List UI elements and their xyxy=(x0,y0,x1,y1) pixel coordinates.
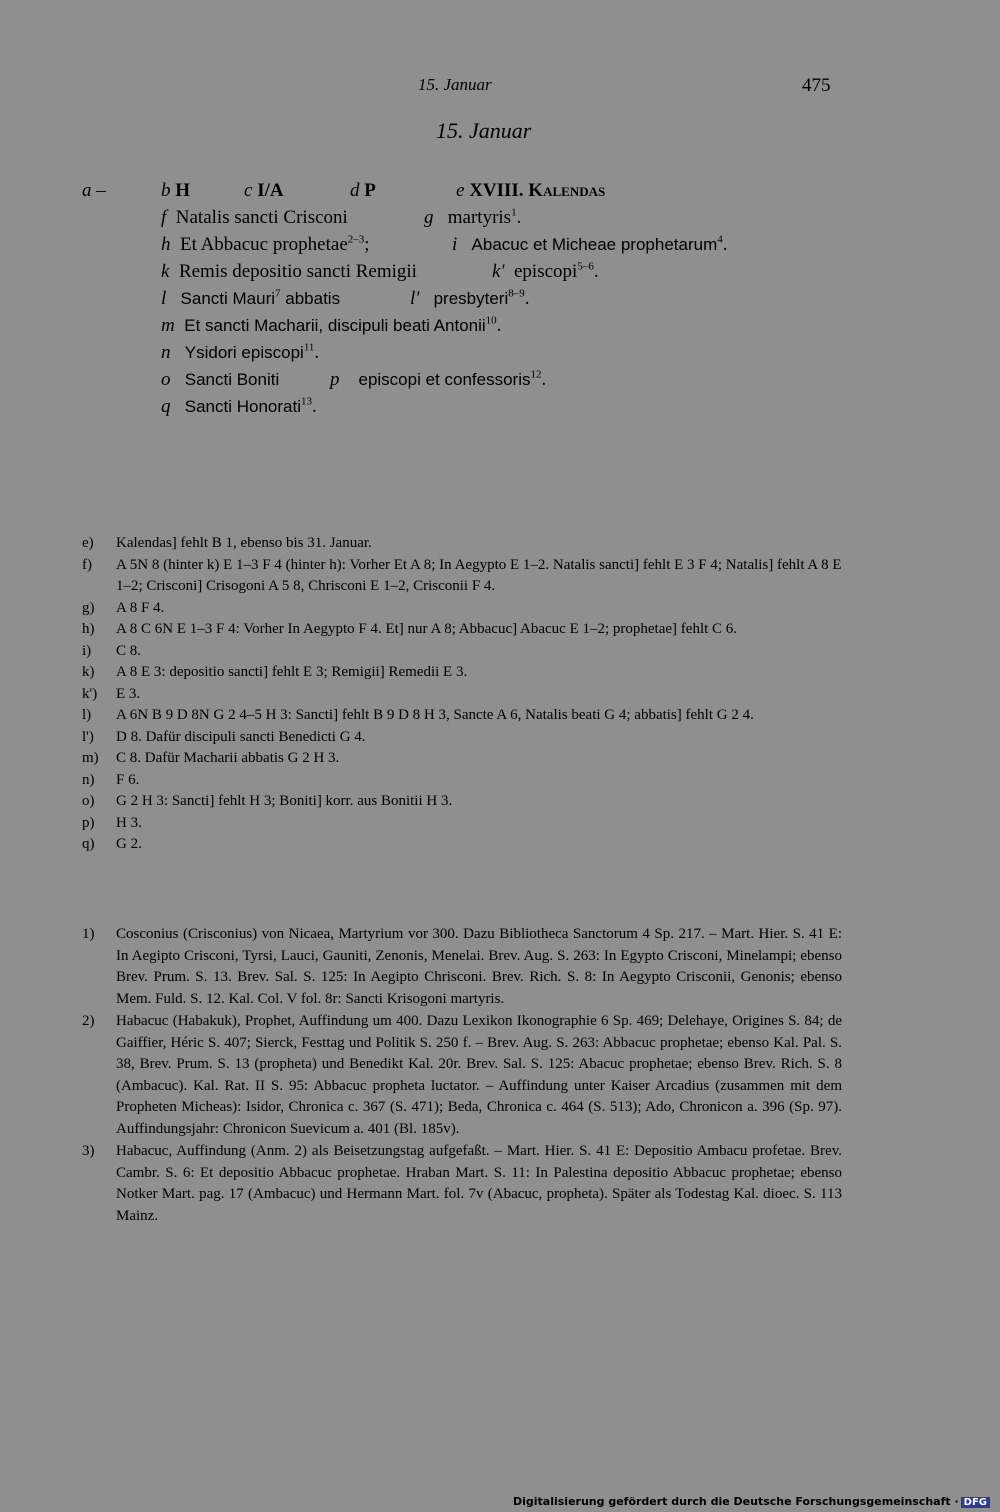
apparatus-row: g) A 8 F 4. xyxy=(82,599,165,616)
apparatus-row: p) H 3. xyxy=(82,814,142,831)
entry-l: l Sancti Mauri$^7$ abbatis xyxy=(161,287,341,309)
calendar-c: c I/A xyxy=(244,180,284,201)
calendar-a: a – xyxy=(82,180,106,201)
entry-l-prime: l' presbyteri$^{8-9}$. xyxy=(410,287,530,309)
footnotes xyxy=(82,924,842,1228)
entry-i: i Abacuc et Micheae prophetarum$^4$. xyxy=(452,233,728,255)
entry-p: p episcopi et confessoris$^{12}$. xyxy=(330,368,547,390)
calendar-e: e XVIII. Kalendas xyxy=(456,180,606,201)
apparatus-row: h) A 8 C 6N E 1–3 F 4: Vorher In Aegypto F 4. Et] nur A 8; Abbacuc] Abacuc E 1–2; prophetae] fehlt C 6. xyxy=(82,621,738,637)
dfg-footer xyxy=(513,1495,990,1508)
apparatus-row: e) Kalendas] fehlt B 1, ebenso bis 31. Januar. xyxy=(82,535,372,551)
entry-f: f Natalis sancti Crisconi xyxy=(161,207,348,228)
entry-m: m Et sancti Macharii, discipuli beati Antonii$^{10}$. xyxy=(161,314,502,336)
critical-apparatus xyxy=(82,533,842,856)
running-head-title: 15. Januar xyxy=(418,75,492,94)
entry-n: n Ysidori episcopi$^{11}$. xyxy=(161,341,320,363)
apparatus-row: q) G 2. xyxy=(82,836,142,852)
footnote-row: 1) Cosconius (Crisconius) von Nicaea, Martyrium vor 300. Dazu Bibliotheca Sanctorum 4 Sp. 217. – Mart. Hier. S. 41 E: In Aegipto Crisconi, Tyrsi, Lauci, Gauniti, Zenonis, Menelai. Brev. Aug. S. 263: In Egypto Crisconi, Minelampi; ebenso Brev. Prum. S. 13. Brev. Sal. S. 125: In Aegipto Chrisconi. Brev. Rich. S. 8: In Aegypto Crisconii, Genonis; ebenso Mem. Fuld. S. 12. Kal. Col. V fol. 8r: Sancti Krisogoni martyris. xyxy=(82,926,842,1007)
apparatus-row: i) C 8. xyxy=(82,642,142,659)
entry-q: q Sancti Honorati$^{13}$. xyxy=(161,395,317,417)
apparatus-row: k') E 3. xyxy=(82,685,141,702)
calendar-b: b H xyxy=(161,180,191,201)
page-heading: 15. Januar xyxy=(436,118,532,143)
footer-text: Digitalisierung gefördert durch die Deutsche Forschungsgemeinschaft · xyxy=(512,1495,959,1508)
entry-o: o Sancti Boniti xyxy=(161,369,280,390)
calendar-d: d P xyxy=(350,180,376,201)
footnote-row: 3) Habacuc, Auffindung (Anm. 2) als Beisetzungstag aufgefaßt. – Mart. Hier. S. 41 E: Depositio Ambacu profetae. Brev. Cambr. S. 6: Et depositio Abbacuc prophetae. Hraban Mart. S. 11: In Palestina depositio Abbacuc prophetae; ebenso Notker Mart. pag. 17 (Ambacuc) und Hermann Mart. fol. 7v (Abacuc, propheta). Später als Todestag Kal. dioec. S. 113 Mainz. xyxy=(82,1143,842,1224)
apparatus-row: k) A 8 E 3: depositio sancti] fehlt E 3; Remigii] Remedii E 3. xyxy=(82,664,468,680)
dfg-logo: DFG xyxy=(961,1497,990,1508)
apparatus-row: o) G 2 H 3: Sancti] fehlt H 3; Boniti] korr. aus Bonitii H 3. xyxy=(82,793,453,809)
apparatus-row: m) C 8. Dafür Macharii abbatis G 2 H 3. xyxy=(82,750,340,766)
entry-g: g martyris$^1$. xyxy=(424,206,522,228)
apparatus-row: l') D 8. Dafür discipuli sancti Benedicti G 4. xyxy=(82,728,366,745)
footnote-row: 2) Habacuc (Habakuk), Prophet, Auffindung um 400. Dazu Lexikon Ikonographie 6 Sp. 469; Delehaye, Origines S. 84; de Gaiffier, Héric S. 407; Sierck, Festtag und Politik S. 250 f. – Brev. Aug. S. 263: Abbacuc prophetae; ebenso Kal. Pal. S. 38, Brev. Prum. S. 13 (propheta) und Benedikt Kal. 20r. Brev. Sal. S. 125: Abacuc prophetae; ebenso Brev. Rich. S. 8 (Ambacuc). Kal. Rat. II S. 95: Abbacuc propheta luctator. – Auffindung unter Kaiser Arcadius (zusammen mit dem Propheten Micheas): Isidor, Chronica c. 367 (S. 471); Beda, Chronica c. 464 (S. 513); Ado, Chronicon a. 396 (Sp. 97). Auffindungsjahr: Chronicon Suevicum a. 401 (Bl. 185v). xyxy=(82,1013,842,1137)
apparatus-row: f) A 5N 8 (hinter k) E 1–3 F 4 (hinter h): Vorher Et A 8; In Aegypto E 1–2. Natalis sancti] fehlt E 3 F 4; Natalis] fehlt A 8 E 1–2; Crisconi] Crisogoni A 5 8, Chrisconi E 1–2, Crisconii F 4. xyxy=(82,556,842,594)
apparatus-row: n) F 6. xyxy=(82,771,140,788)
entry-k-prime: k' episcopi$^{5-6}$. xyxy=(492,260,599,282)
running-head xyxy=(0,75,1000,99)
page-number: 475 xyxy=(802,75,831,96)
entry-k: k Remis depositio sancti Remigii xyxy=(161,261,417,282)
entry-h: h Et Abbacuc prophetae$^{2-3}$; xyxy=(161,233,370,255)
apparatus-row: l) A 6N B 9 D 8N G 2 4–5 H 3: Sancti] fehlt B 9 D 8 H 3, Sancte A 6, Natalis beati G 4; abbatis] fehlt G 2 4. xyxy=(82,707,754,723)
